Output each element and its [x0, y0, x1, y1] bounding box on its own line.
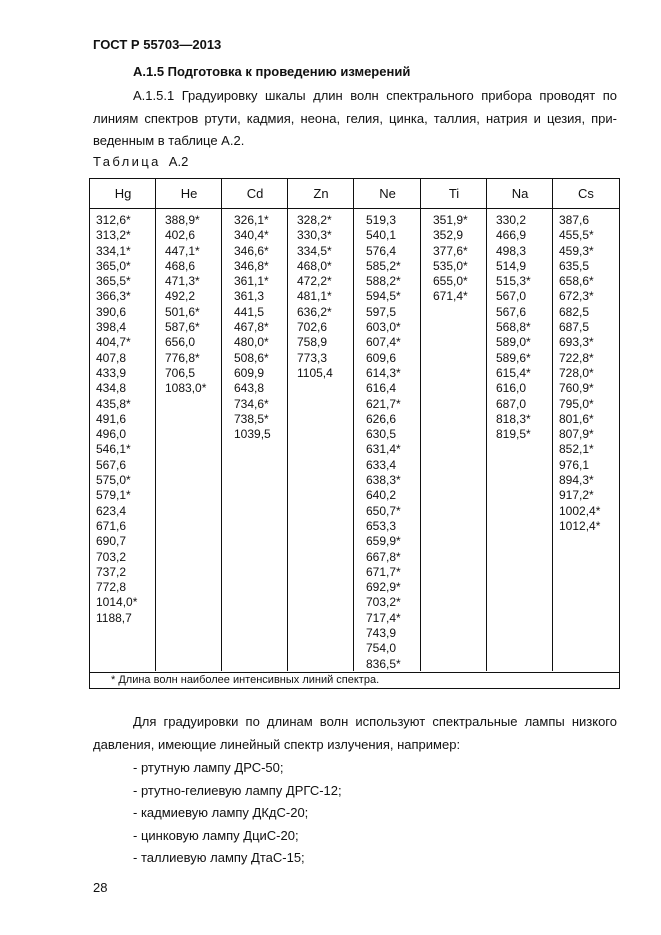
wavelength-value: 567,6 [496, 304, 527, 319]
wavelength-value: 468,6 [165, 258, 196, 273]
wavelength-value: 498,3 [496, 243, 527, 258]
wavelength-value: 326,1* [234, 213, 269, 227]
wavelength-value: 635,5 [559, 258, 590, 273]
wavelength-value: 585,2* [366, 258, 401, 273]
paragraph-line: Для градуировки по длинам волн используют спектральные лампы низкого [133, 714, 617, 729]
wavelength-value: 481,1* [297, 289, 332, 304]
wavelength-value: 682,5 [559, 304, 590, 319]
wavelength-value: 594,5* [366, 289, 401, 304]
wavelength-value: 508,6* [234, 350, 269, 365]
wavelength-value: 722,8* [559, 350, 594, 365]
wavelength-value: 334,1* [96, 243, 131, 258]
wavelength-value: 1014,0* [96, 595, 138, 610]
column-header-na: Na [511, 186, 529, 201]
wavelength-value: 758,9 [297, 335, 328, 350]
wavelength-value: 609,6 [366, 350, 397, 365]
wavelength-value: 754,0 [366, 641, 397, 656]
wavelength-value: 441,5 [234, 304, 265, 319]
wavelength-value: 589,6* [496, 350, 531, 365]
wavelength-value: 407,8 [96, 350, 127, 365]
wavelength-value: 351,9* [433, 213, 468, 227]
wavelength-value: 496,0 [96, 427, 127, 442]
wavelength-value: 597,5 [366, 304, 397, 319]
column-header-cd: Cd [246, 186, 264, 201]
wavelength-value: 466,9 [496, 228, 527, 243]
column-header-cs: Cs [578, 186, 594, 201]
wavelength-value: 836,5* [366, 656, 401, 671]
wavelength-value: 433,9 [96, 365, 127, 380]
wavelength-value: 1012,4* [559, 518, 601, 533]
column-divider [353, 179, 354, 671]
wavelength-value: 1105,4 [297, 365, 333, 380]
wavelength-value: 737,2 [96, 564, 127, 579]
wavelength-value: 514,9 [496, 258, 527, 273]
wavelength-value: 616,4 [366, 381, 397, 396]
wavelength-value: 468,0* [297, 258, 332, 273]
wavelength-value: 313,2* [96, 228, 131, 243]
wavelength-value: 607,4* [366, 335, 401, 350]
wavelength-value: 388,9* [165, 213, 200, 227]
lamps-paragraph [93, 711, 617, 756]
table-footnote-row [90, 672, 619, 688]
wavelength-value: 567,6 [96, 457, 127, 472]
table-caption-number: А.2 [168, 154, 189, 169]
column-header-hg: Hg [114, 186, 132, 201]
wavelength-value: 894,3* [559, 473, 594, 488]
wavelength-value: 818,3* [496, 411, 531, 426]
table-caption [93, 154, 188, 169]
column-values-cd [234, 213, 286, 442]
wavelength-value: 589,0* [496, 335, 531, 350]
wavelength-value: 609,9 [234, 365, 265, 380]
column-values-he [165, 213, 220, 397]
table-footnote: * Длина волн наиболее интенсивных линий спектра. [111, 674, 380, 686]
wavelength-value: 603,0* [366, 320, 401, 335]
standard-designation: ГОСТ Р 55703—2013 [93, 37, 222, 52]
list-item: - кадмиевую лампу ДКдС-20; [133, 805, 309, 820]
wavelength-value: 693,3* [559, 335, 594, 350]
wavelength-value: 587,6* [165, 320, 200, 335]
wavelength-value: 703,2* [366, 595, 401, 610]
wavelength-value: 447,1* [165, 243, 200, 258]
wavelength-value: 640,2 [366, 488, 397, 503]
wavelength-value: 377,6* [433, 243, 468, 258]
paragraph-line: А.1.5.1 Градуировку шкалы длин волн спектрального прибора проводят по [133, 88, 617, 103]
wavelength-value: 760,9* [559, 381, 594, 396]
wavelength-value: 852,1* [559, 442, 594, 457]
wavelength-value: 567,0 [496, 289, 527, 304]
wavelength-value: 738,5* [234, 411, 269, 426]
wavelength-value: 365,0* [96, 258, 131, 273]
wavelength-table [89, 178, 620, 689]
wavelength-value: 435,8* [96, 396, 131, 411]
wavelength-value: 690,7 [96, 534, 127, 549]
wavelength-value: 588,2* [366, 274, 401, 289]
wavelength-value: 492,2 [165, 289, 196, 304]
wavelength-value: 655,0* [433, 274, 468, 289]
wavelength-value: 659,9* [366, 534, 401, 549]
wavelength-value: 692,9* [366, 580, 401, 595]
wavelength-value: 671,6 [96, 518, 127, 533]
wavelength-value: 615,4* [496, 365, 531, 380]
wavelength-value: 616,0 [496, 381, 527, 396]
column-values-ti [433, 213, 485, 305]
wavelength-value: 434,8 [96, 381, 127, 396]
lamp-list [133, 757, 342, 870]
wavelength-value: 334,5* [297, 243, 332, 258]
wavelength-value: 636,2* [297, 304, 332, 319]
wavelength-value: 643,8 [234, 381, 265, 396]
column-values-na [496, 213, 551, 442]
wavelength-value: 365,5* [96, 274, 131, 289]
wavelength-value: 667,8* [366, 549, 401, 564]
column-divider [155, 179, 156, 671]
wavelength-value: 346,8* [234, 258, 269, 273]
wavelength-value: 366,3* [96, 289, 131, 304]
paragraph-line: давления, имеющие линейный спектр излучения, например: [93, 736, 461, 752]
list-item: - ртутную лампу ДРС-50; [133, 760, 284, 775]
wavelength-value: 633,4 [366, 457, 397, 472]
list-item: - цинковую лампу ДциС-20; [133, 827, 299, 843]
wavelength-value: 471,3* [165, 274, 200, 289]
wavelength-value: 568,8* [496, 320, 531, 335]
wavelength-value: 631,4* [366, 442, 401, 457]
list-item: - ртутно-гелиевую лампу ДРГС-12; [133, 782, 342, 798]
wavelength-value: 795,0* [559, 396, 594, 411]
wavelength-value: 398,4 [96, 320, 127, 335]
wavelength-value: 361,3 [234, 289, 265, 304]
wavelength-value: 671,4* [433, 289, 468, 304]
wavelength-value: 728,0* [559, 365, 594, 380]
wavelength-value: 519,3 [366, 213, 397, 227]
wavelength-value: 687,5 [559, 320, 590, 335]
wavelength-value: 491,6 [96, 411, 127, 426]
wavelength-value: 390,6 [96, 304, 127, 319]
column-values-cs [559, 213, 617, 534]
page-number: 28 [93, 880, 108, 895]
wavelength-value: 328,2* [297, 213, 332, 227]
wavelength-value: 976,1 [559, 457, 590, 472]
wavelength-value: 702,6 [297, 320, 328, 335]
paragraph-line: веденным в таблице А.2. [93, 133, 245, 148]
wavelength-value: 361,1* [234, 274, 269, 289]
column-values-zn [297, 213, 352, 381]
wavelength-value: 717,4* [366, 610, 401, 625]
wavelength-value: 656,0 [165, 335, 196, 350]
wavelength-value: 540,1 [366, 228, 397, 243]
wavelength-value: 917,2* [559, 488, 594, 503]
wavelength-value: 579,1* [96, 488, 131, 503]
wavelength-value: 703,2 [96, 549, 127, 564]
wavelength-value: 1083,0* [165, 381, 207, 396]
wavelength-value: 546,1* [96, 442, 131, 457]
wavelength-value: 515,3* [496, 274, 531, 289]
wavelength-value: 626,6 [366, 411, 397, 426]
column-divider [287, 179, 288, 671]
wavelength-value: 687,0 [496, 396, 527, 411]
section-heading: А.1.5 Подготовка к проведению измерений [133, 64, 411, 79]
wavelength-value: 576,4 [366, 243, 397, 258]
wavelength-value: 672,3* [559, 289, 594, 304]
wavelength-value: 340,4* [234, 228, 269, 243]
wavelength-value: 330,3* [297, 228, 332, 243]
list-item: - таллиевую лампу ДтаС-15; [133, 850, 305, 865]
wavelength-value: 671,7* [366, 564, 401, 579]
wavelength-value: 404,7* [96, 335, 131, 350]
paragraph-line: линиям спектров ртути, кадмия, неона, гелия, цинка, таллия, натрия и цезия, при- [93, 110, 617, 126]
wavelength-value: 346,6* [234, 243, 269, 258]
wavelength-value: 743,9 [366, 626, 397, 641]
wavelength-value: 776,8* [165, 350, 200, 365]
wavelength-value: 402,6 [165, 228, 196, 243]
wavelength-value: 535,0* [433, 258, 468, 273]
wavelength-value: 1002,4* [559, 503, 601, 518]
wavelength-value: 658,6* [559, 274, 594, 289]
wavelength-value: 623,4 [96, 503, 127, 518]
column-divider [486, 179, 487, 671]
wavelength-value: 480,0* [234, 335, 269, 350]
column-values-ne [366, 213, 419, 672]
column-header-he: He [180, 186, 198, 201]
wavelength-value: 387,6 [559, 213, 590, 227]
wavelength-value: 501,6* [165, 304, 200, 319]
wavelength-value: 734,6* [234, 396, 269, 411]
wavelength-value: 807,9* [559, 427, 594, 442]
calibration-paragraph [93, 85, 617, 153]
wavelength-value: 455,5* [559, 228, 594, 243]
column-header-ne: Ne [379, 186, 396, 201]
wavelength-value: 330,2 [496, 213, 527, 227]
wavelength-value: 773,3 [297, 350, 328, 365]
wavelength-value: 575,0* [96, 473, 131, 488]
column-header-zn: Zn [313, 186, 329, 201]
wavelength-value: 352,9 [433, 228, 464, 243]
wavelength-value: 472,2* [297, 274, 332, 289]
wavelength-value: 614,3* [366, 365, 401, 380]
wavelength-value: 1188,7 [96, 610, 132, 625]
wavelength-value: 638,3* [366, 473, 401, 488]
wavelength-value: 630,5 [366, 427, 397, 442]
column-values-hg [96, 213, 154, 626]
wavelength-value: 706,5 [165, 365, 196, 380]
wavelength-value: 467,8* [234, 320, 269, 335]
wavelength-value: 772,8 [96, 580, 127, 595]
table-caption-word: Таблица [93, 154, 161, 169]
wavelength-value: 650,7* [366, 503, 401, 518]
wavelength-value: 1039,5 [234, 427, 271, 442]
column-divider [552, 179, 553, 671]
wavelength-value: 801,6* [559, 411, 594, 426]
wavelength-value: 819,5* [496, 427, 531, 442]
column-divider [420, 179, 421, 671]
wavelength-value: 621,7* [366, 396, 401, 411]
wavelength-value: 459,3* [559, 243, 594, 258]
wavelength-value: 312,6* [96, 213, 131, 227]
column-header-ti: Ti [448, 186, 460, 201]
wavelength-value: 653,3 [366, 518, 397, 533]
column-divider [221, 179, 222, 671]
